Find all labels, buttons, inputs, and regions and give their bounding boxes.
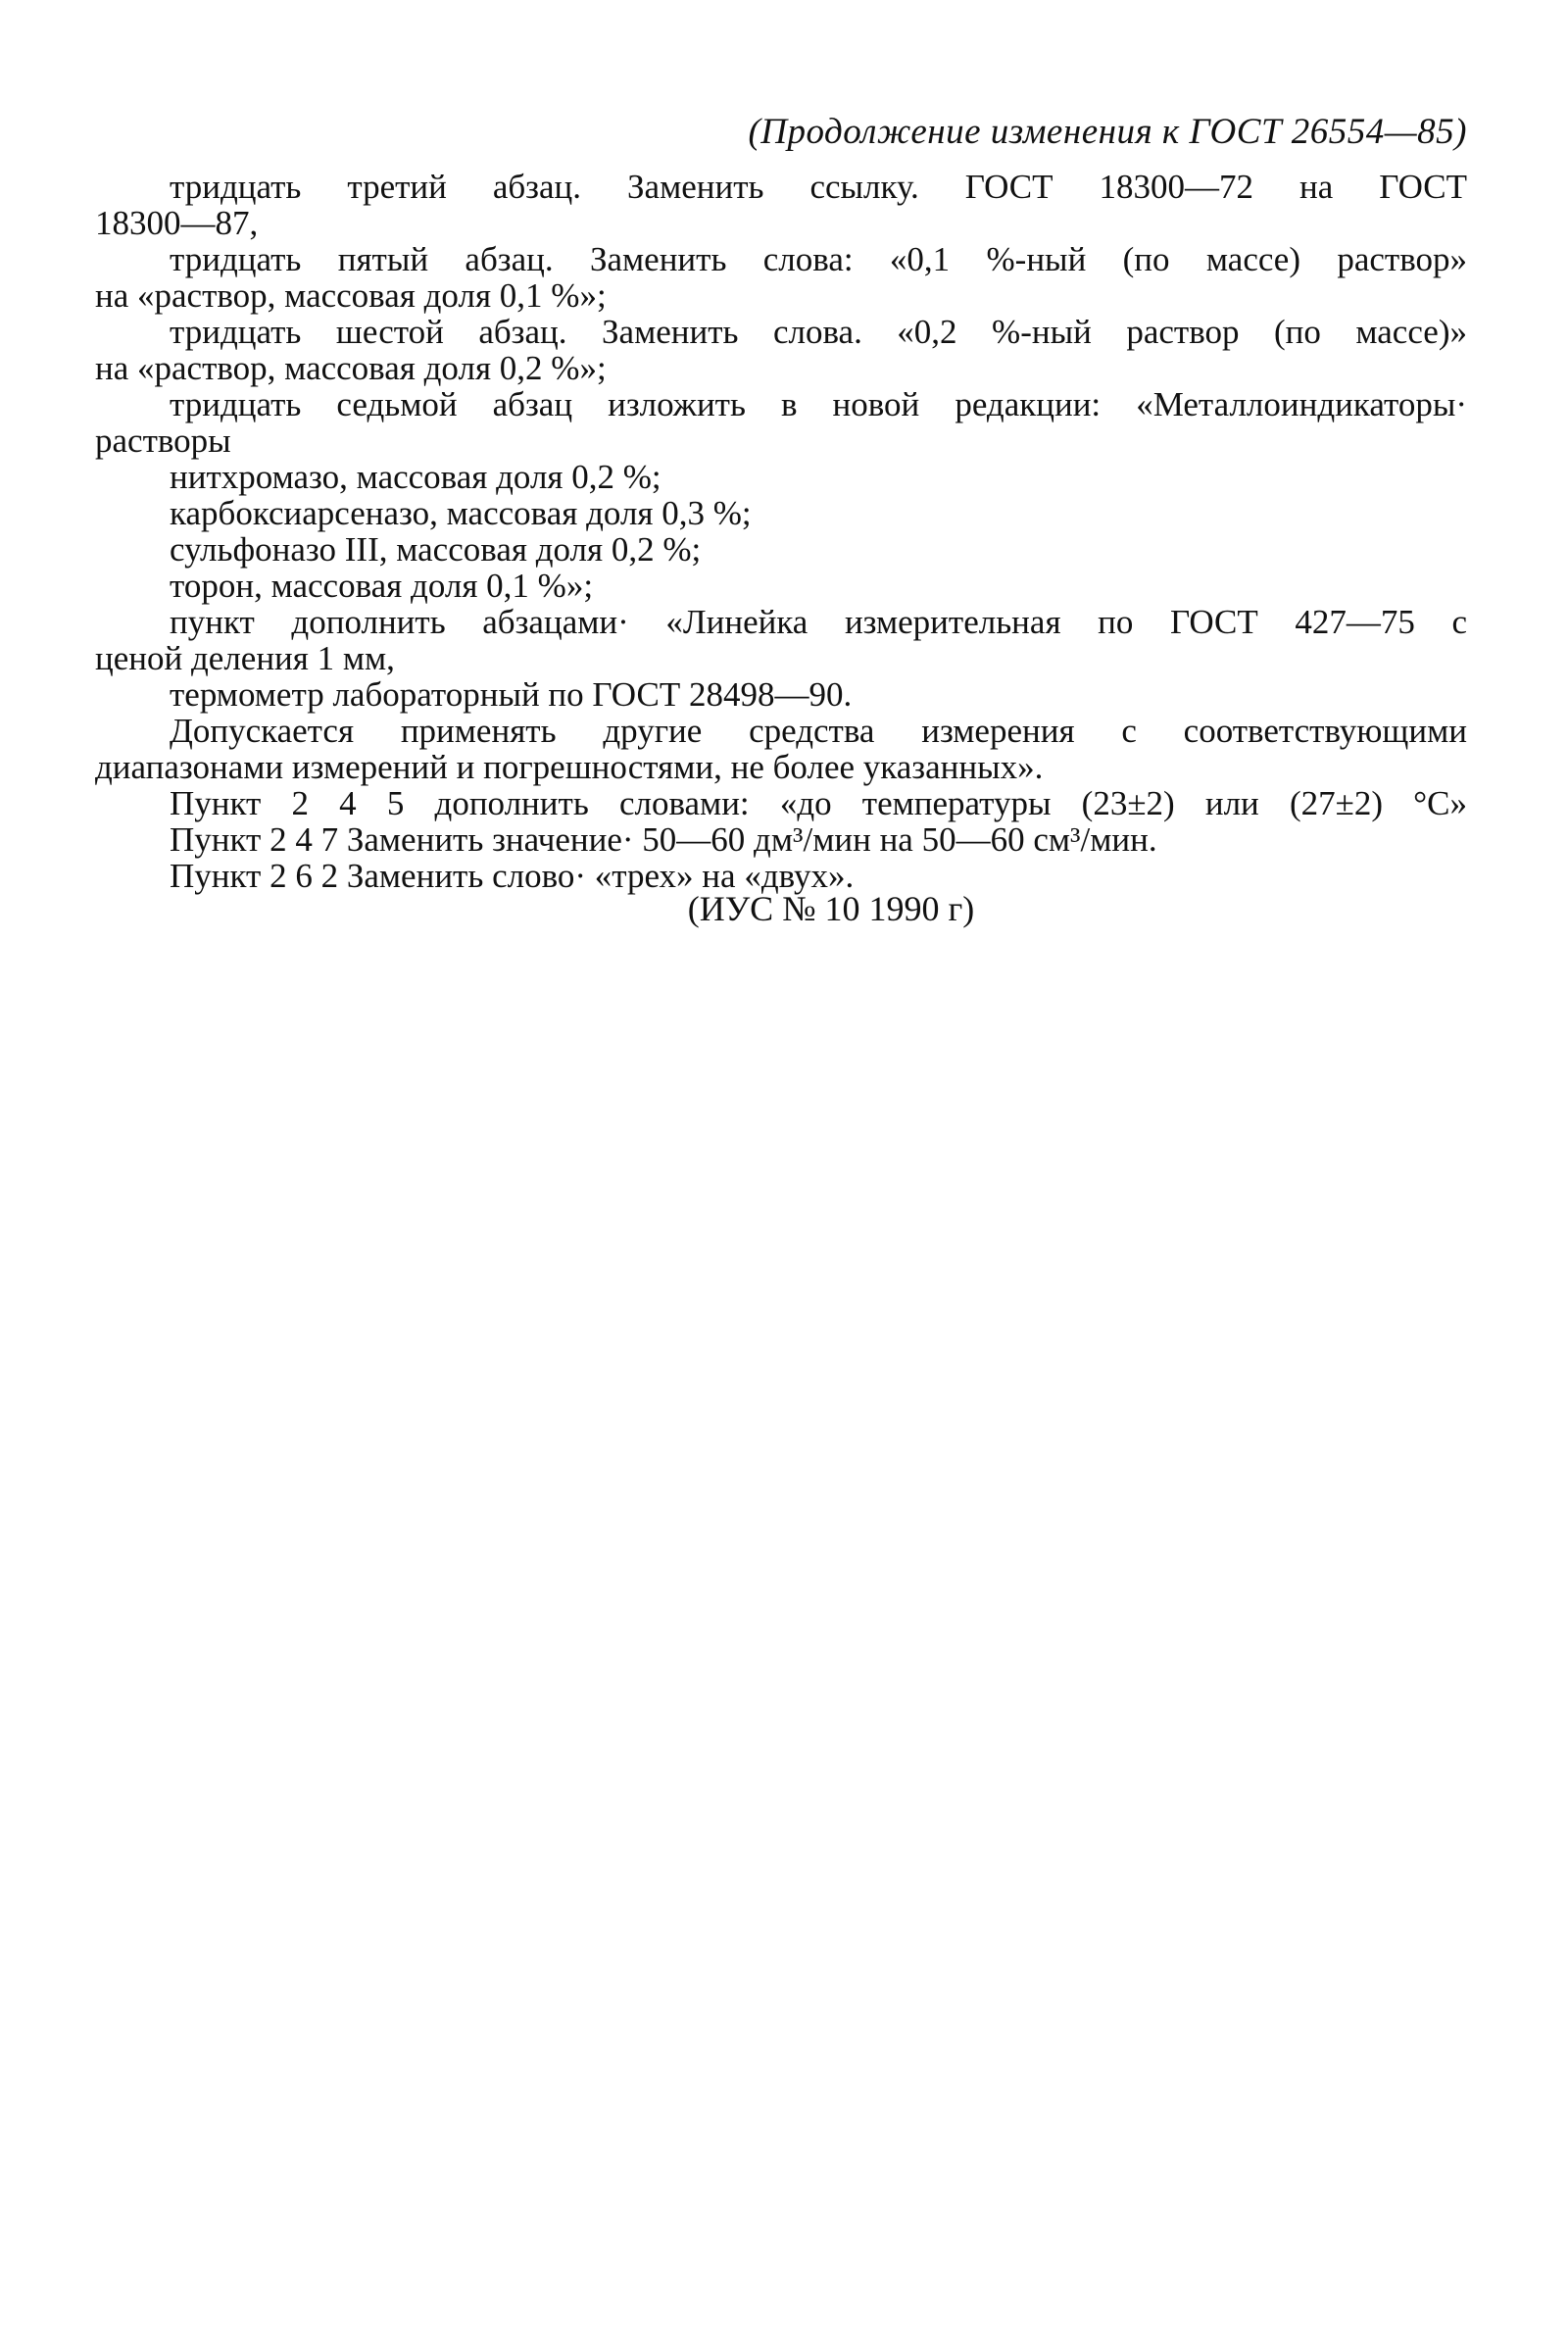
- text-line: ценой деления 1 мм,: [95, 639, 395, 677]
- text-line: растворы: [95, 421, 231, 460]
- amendment-body: [95, 169, 1467, 894]
- text-line: Пункт 2 6 2 Заменить слово· «трех» на «двух».: [170, 857, 855, 895]
- continuation-header: (Продолжение изменения к ГОСТ 26554—85): [748, 112, 1467, 152]
- text-line: диапазонами измерений и погрешностями, не более указанных».: [95, 748, 1044, 786]
- text-line: пункт дополнить абзацами· «Линейка измерительная по ГОСТ 427—75 с: [170, 603, 1467, 641]
- source-reference: [0, 888, 1568, 929]
- text-line: на «раствор, массовая доля 0,2 %»;: [95, 349, 607, 387]
- text-line: тридцать третий абзац. Заменить ссылку. ГОСТ 18300—72 на ГОСТ: [170, 168, 1467, 206]
- text-line: торон, массовая доля 0,1 %»;: [170, 567, 594, 605]
- text-line: Допускается применять другие средства измерения с соответствующими: [170, 712, 1467, 750]
- text-line: Пункт 2 4 5 дополнить словами: «до температуры (23±2) или (27±2) °С»: [170, 784, 1467, 822]
- text-line: нитхромазо, массовая доля 0,2 %;: [170, 458, 662, 496]
- text-line: термометр лабораторный по ГОСТ 28498—90.: [170, 675, 853, 714]
- text-line: тридцать шестой абзац. Заменить слова. «0,2 %-ный раствор (по массе)»: [170, 313, 1467, 351]
- text-line: 18300—87,: [95, 204, 259, 242]
- text-line: карбоксиарсеназо, массовая доля 0,3 %;: [170, 494, 752, 532]
- text-line: Пункт 2 4 7 Заменить значение· 50—60 дм³/мин на 50—60 см³/мин.: [170, 820, 1157, 859]
- text-line: на «раствор, массовая доля 0,1 %»;: [95, 276, 607, 315]
- text-line: тридцать седьмой абзац изложить в новой редакции: «Металлоиндикаторы·: [170, 385, 1467, 423]
- text-line: сульфоназо III, массовая доля 0,2 %;: [170, 530, 702, 569]
- source-reference-text: (ИУС № 10 1990 г): [687, 889, 975, 928]
- text-line: тридцать пятый абзац. Заменить слова: «0,1 %-ный (по массе) раствор»: [170, 240, 1467, 278]
